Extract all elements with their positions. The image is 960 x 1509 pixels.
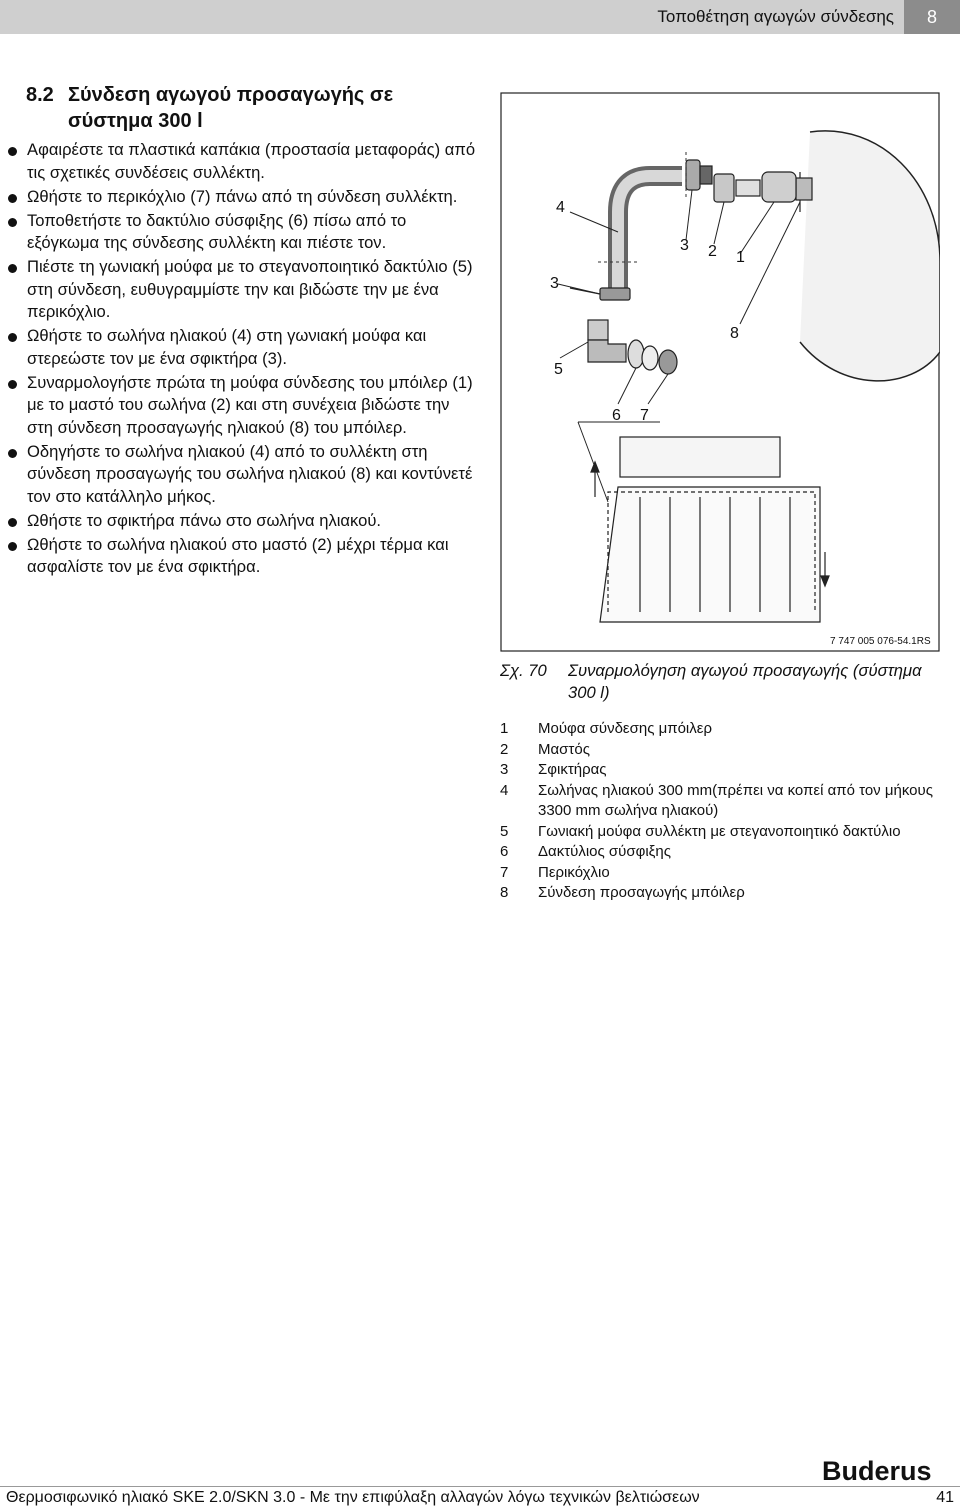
callout-4: 4: [556, 199, 565, 216]
legend-num: 7: [500, 863, 509, 881]
callout-7: 7: [640, 407, 649, 424]
legend-item: [500, 740, 955, 761]
instruction-list: [6, 139, 476, 580]
callout-3b: 3: [680, 237, 689, 254]
figure-caption: [500, 660, 940, 704]
instruction-step: Πιέστε τη γωνιακή μούφα με το στεγανοποιητικό δακτύλιο (5) στη σύνδεση, ευθυγραμμίστε την και βιδώστε την με ένα περικόχλιο.: [6, 256, 476, 324]
boiler-connection-fittings: [714, 172, 812, 202]
legend-num: 6: [500, 843, 509, 860]
chapter-badge: 8: [904, 0, 960, 34]
header-title: Τοποθέτηση αγωγών σύνδεσης: [657, 7, 894, 26]
legend-text: Σφικτήρας: [538, 761, 607, 778]
legend-item: [500, 863, 955, 884]
legend-item: [500, 760, 955, 781]
reference-code: 7 747 005 076-54.1RS: [830, 636, 931, 647]
svg-text:Buderus: Buderus: [822, 1456, 932, 1484]
callout-3: 3: [550, 275, 559, 292]
boiler-tank: [800, 131, 940, 381]
legend-item: [500, 719, 955, 740]
legend-text: Δακτύλιος σύσφιξης: [538, 843, 671, 860]
assembly-illustration: [500, 92, 940, 652]
instruction-step: Συναρμολογήστε πρώτα τη μούφα σύνδεσης του μπόιλερ (1) με το μαστό του σωλήνα (2) και στη συνέχεια βιδώστε την στη σύνδεση προσαγωγής ηλιακού (8) του μπόιλερ.: [6, 372, 476, 440]
figure-caption-text: Συναρμολόγηση αγωγού προσαγωγής (σύστημα 300 l): [568, 661, 922, 702]
clamp-top: [686, 160, 712, 190]
section-number: 8.2: [26, 84, 54, 106]
instruction-step: Ωθήστε το σωλήνα ηλιακού στο μαστό (2) μέχρι τέρμα και ασφαλίστε τον με ένα σφικτήρα.: [6, 534, 476, 579]
page-header: [0, 0, 960, 34]
section-title: Σύνδεση αγωγού προσαγωγής σε σύστημα 300 l: [68, 84, 394, 132]
legend-text: Σωλήνας ηλιακού 300 mm(πρέπει να κοπεί από τον μήκους 3300 mm σωλήνα ηλιακού): [538, 781, 933, 819]
instruction-step: Ωθήστε το περικόχλιο (7) πάνω από τη σύνδεση συλλέκτη.: [6, 186, 476, 209]
instruction-step: Αφαιρέστε τα πλαστικά καπάκια (προστασία μεταφοράς) από τις σχετικές συνδέσεις συλλέκτη.: [6, 139, 476, 184]
legend-num: 3: [500, 761, 509, 778]
figure-legend: [500, 719, 955, 904]
legend-text: Περικόχλιο: [538, 863, 610, 881]
legend-text: Σύνδεση προσαγωγής μπόιλερ: [538, 884, 745, 901]
callout-6: 6: [612, 407, 621, 424]
legend-num: 1: [500, 720, 509, 737]
legend-item: [500, 883, 955, 904]
footer-text: Θερμοσιφωνικό ηλιακό SKE 2.0/SKN 3.0 - Με την επιφύλαξη αλλαγών λόγω τεχνικών βελτιώσεων: [6, 1489, 700, 1506]
legend-num: 5: [500, 822, 509, 840]
legend-text: Μαστός: [538, 740, 590, 758]
angle-coupling: [588, 320, 677, 374]
legend-text: Μούφα σύνδεσης μπόιλερ: [538, 720, 712, 737]
solar-collector: [591, 437, 829, 622]
instruction-step: Ωθήστε το σφικτήρα πάνω στο σωλήνα ηλιακού.: [6, 510, 476, 533]
legend-text: Γωνιακή μούφα συλλέκτη με στεγανοποιητικό δακτύλιο: [538, 822, 901, 840]
legend-num: 8: [500, 884, 509, 901]
legend-item: [500, 842, 955, 863]
instruction-step: Τοποθετήστε το δακτύλιο σύσφιξης (6) πίσω από το εξόγκωμα της σύνδεσης συλλέκτη και πιέστε τον.: [6, 210, 476, 255]
legend-item: [500, 822, 955, 843]
instruction-step: Οδηγήστε το σωλήνα ηλιακού (4) από το συλλέκτη στη σύνδεση προσαγωγής του σωλήνα ηλιακού (8) και κοντύνετέ τον στο κατάλληλο μήκος.: [6, 441, 476, 509]
legend-item: [500, 781, 955, 822]
section-heading: [26, 82, 456, 134]
callout-5: 5: [554, 361, 563, 378]
callout-1: 1: [736, 249, 745, 266]
figure-number: Σχ. 70: [500, 661, 547, 680]
legend-num: 2: [500, 740, 509, 758]
instruction-step: Ωθήστε το σωλήνα ηλιακού (4) στη γωνιακή μούφα και στερεώστε τον με ένα σφικτήρα (3).: [6, 325, 476, 370]
callout-8: 8: [730, 325, 739, 342]
callout-2: 2: [708, 243, 717, 260]
footer-divider: [0, 1486, 960, 1487]
page-number: 41: [936, 1489, 954, 1506]
buderus-logo: [822, 1456, 956, 1484]
legend-num: 4: [500, 781, 509, 799]
